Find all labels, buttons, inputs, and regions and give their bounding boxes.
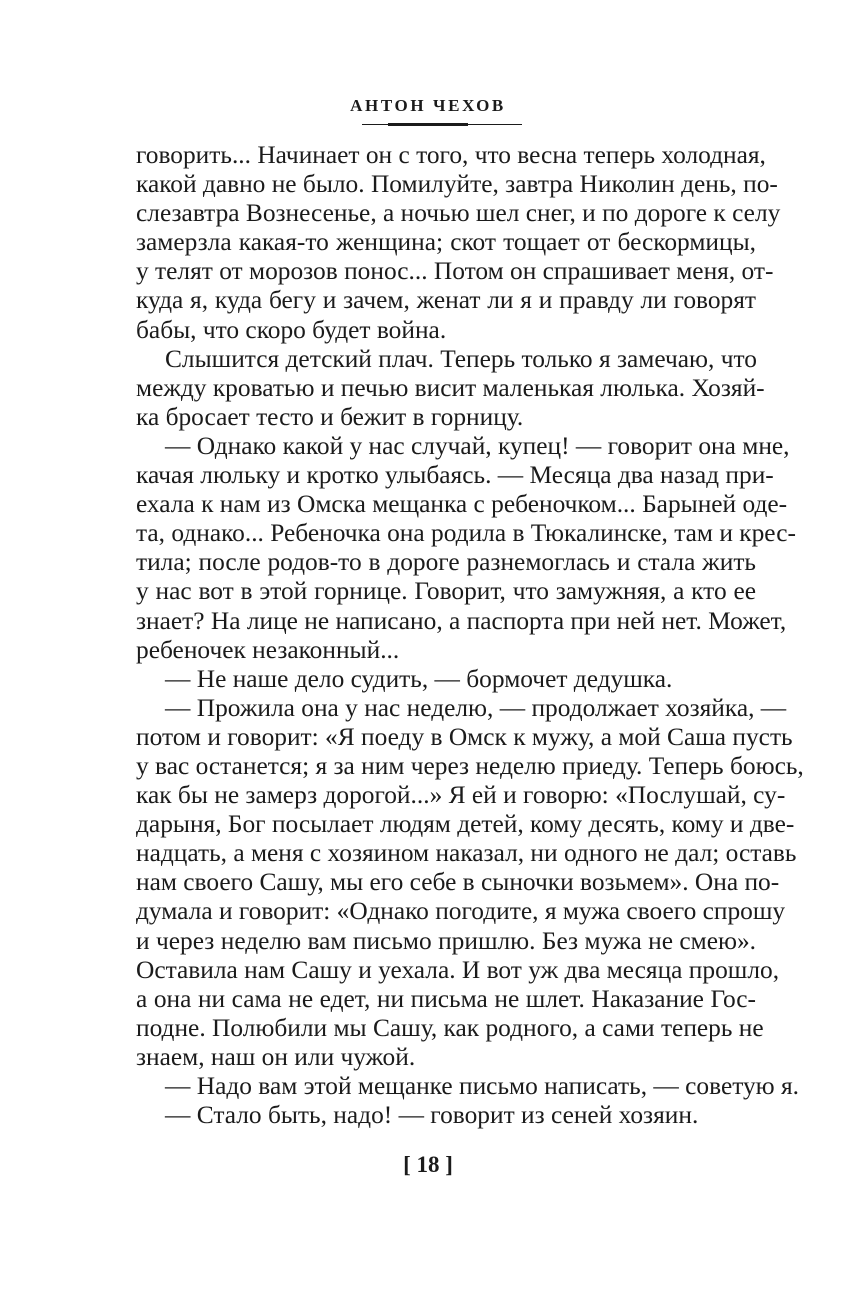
text-line: — Надо вам этой мещанке письмо написать, — советую я.: [165, 1072, 800, 1100]
text-line: какой давно не было. Помилуйте, завтра Николин день, по-: [136, 170, 778, 199]
text-line: надцать, а меня с хозяином наказал, ни одного не дал; оставь: [136, 839, 797, 868]
header-rule-accent: [388, 123, 468, 126]
text-line: замерзла какая-то женщина; скот тощает от бескормицы,: [136, 228, 756, 257]
text-line: ехала к нам из Омска мещанка с ребеночком... Барыней оде-: [136, 490, 788, 519]
text-line: а она ни сама не едет, ни письма не шлет. Наказание Гос-: [136, 984, 756, 1013]
text-line: — Не наше дело судить, — бормочет дедушка.: [165, 664, 673, 693]
text-line: куда я, куда бегу и зачем, женат ли я и правду ли говорят: [136, 286, 756, 315]
text-line: у нас вот в этой горнице. Говорит, что замужняя, а кто ее: [136, 577, 756, 606]
text-line: подне. Полюбили мы Сашу, как родного, а сами теперь не: [136, 1013, 764, 1042]
text-line: как бы не замерз дорогой...» Я ей и говорю: «Послушай, су-: [136, 781, 786, 810]
text-line: Оставила нам Сашу и уехала. И вот уж два месяца прошло,: [136, 955, 780, 984]
text-line: у телят от морозов понос... Потом он спрашивает меня, от-: [136, 257, 774, 286]
text-line: бабы, что скоро будет война.: [136, 315, 447, 344]
text-line: знаем, наш он или чужой.: [136, 1042, 416, 1071]
text-line: ребеночек незаконный...: [136, 635, 400, 664]
text-line: знает? На лице не написано, а паспорта при ней нет. Может,: [136, 606, 787, 635]
text-line: — Однако какой у нас случай, купец! — говорит она мне,: [165, 431, 790, 460]
text-line: между кроватью и печью висит маленькая люлька. Хозяй-: [136, 373, 765, 402]
text-line: качая люльку и кротко улыбаясь. — Месяца два назад при-: [136, 461, 774, 490]
running-head-author: АНТОН ЧЕХОВ: [350, 96, 506, 115]
text-line: тила; после родов-то в дороге разнемоглась и стала жить: [136, 548, 756, 577]
text-line: думала и говорит: «Однако погодите, я мужа своего спрошу: [136, 897, 786, 926]
text-line: потом и говорит: «Я поеду в Омск к мужу, а мой Саша пусть: [136, 722, 793, 751]
text-line: нам своего Сашу, мы его себе в сыночки возьмем». Она по-: [136, 868, 780, 897]
text-line: Слышится детский плач. Теперь только я замечаю, что: [165, 344, 757, 373]
text-line: и через неделю вам письмо пришлю. Без мужа не смею».: [136, 926, 756, 955]
text-line: — Прожила она у нас неделю, — продолжает хозяйка, —: [165, 693, 787, 722]
text-line: ка бросает тесто и бежит в горницу.: [136, 402, 524, 431]
page-number: [ 18 ]: [403, 1152, 453, 1177]
text-line: — Стало быть, надо! — говорит из сеней хозяин.: [165, 1101, 699, 1130]
text-line: у вас останется; я за ним через неделю приеду. Теперь боюсь,: [136, 751, 804, 780]
text-line: говорить... Начинает он с того, что весна теперь холодная,: [136, 141, 766, 169]
body-text: [136, 141, 804, 1130]
text-line: та, однако... Ребеночка она родила в Тюкалинске, там и крес-: [136, 519, 796, 548]
text-line: слезавтра Вознесенье, а ночью шел снег, и по дороге к селу: [136, 199, 781, 228]
text-line: дарыня, Бог посылает людям детей, кому десять, кому и две-: [136, 810, 795, 839]
